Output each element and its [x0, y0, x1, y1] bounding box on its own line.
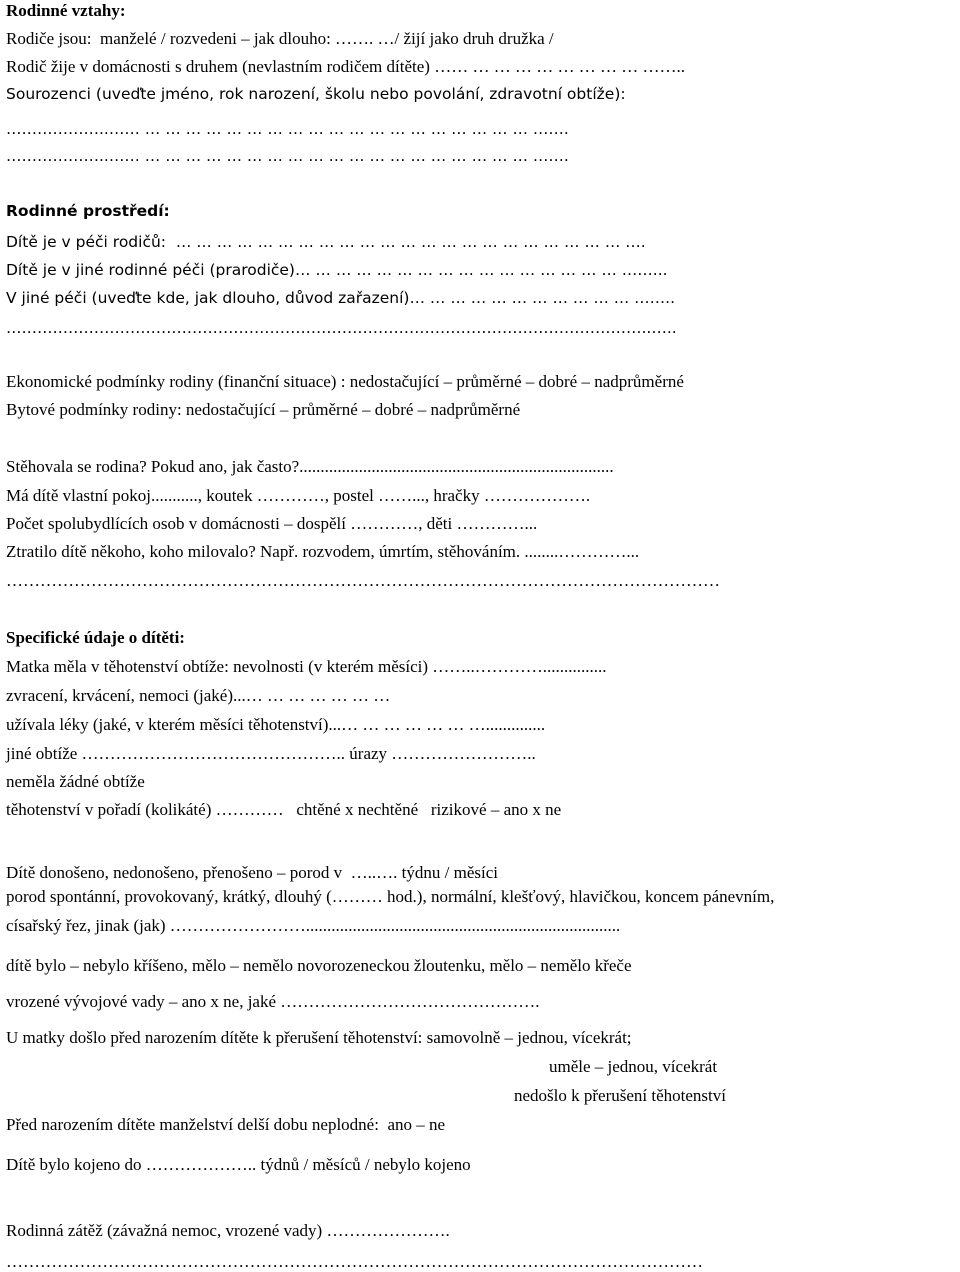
pregnancy-issues-line: Matka měla v těhotenství obtíže: nevolnosti (v kterém měsíci) ……..…………...............	[6, 657, 607, 676]
other-issues-line: jiné obtíže ……………………………………….. úrazy ……………………..	[6, 744, 536, 763]
family-burden-line: Rodinná zátěž (závažná nemoc, vrozené vady) ………………….	[6, 1221, 450, 1240]
birth-type-line: porod spontánní, provokovaný, krátký, dlouhý (……… hod.), normální, klešťový, hlavičkou, koncem pánevním,	[6, 887, 775, 906]
pregnancy-order-line: těhotenství v pořadí (kolikáté) ………… chtěné x nechtěné rizikové – ano x ne	[6, 800, 562, 819]
foster-care-line: Dítě je v jiné rodinné péči (prarodiče)… … … … … … … … … … … … … … … … ……...	[6, 261, 668, 279]
termination-none-line: nedošlo k přerušení těhotenství	[514, 1086, 726, 1105]
siblings-fill-line: ………………..…… … … … … … … … … … … … … … … … … … … … …….	[6, 120, 569, 138]
no-issues-line: neměla žádné obtíže	[6, 772, 145, 791]
housing-conditions-line: Bytové podmínky rodiny: nedostačující – průměrné – dobré – nadprůměrné	[6, 400, 521, 419]
medication-line: užívala léky (jaké, v kterém měsíci těhotenství)...… … … … … … …..............	[6, 715, 546, 734]
parent-partner-line: Rodič žije v domácnosti s druhem (nevlastním rodičem dítěte) …… … … … … … … … … ……..	[6, 57, 685, 76]
economic-conditions-line: Ekonomické podmínky rodiny (finanční situace) : nedostačující – průměrné – dobré – nadprůměrné	[6, 372, 684, 391]
infertility-line: Před narozením dítěte manželství delší dobu neplodné: ano – ne	[6, 1115, 446, 1134]
section-heading-child: Specifické údaje o dítěti:	[6, 628, 185, 647]
loss-fill-line: ………………………………………………………………………………………………………………	[6, 571, 720, 590]
congenital-defects-line: vrozené vývojové vady – ano x ne, jaké ……………………………………….	[6, 992, 540, 1011]
termination-line: U matky došlo před narozením dítěte k přerušení těhotenství: samovolně – jednou, vícekrát;	[6, 1028, 632, 1047]
loss-line: Ztratilo dítě někoho, koho milovalo? Např. rozvodem, úmrtím, stěhováním. ........…………...	[6, 542, 640, 561]
cesarean-line: císařský řez, jinak (jak) ……………………..........................................................................	[6, 916, 621, 935]
moving-line: Stěhovala se rodina? Pokud ano, jak často?..........................................................................	[6, 457, 614, 476]
siblings-fill-line: ………………..…… … … … … … … … … … … … … … … … … … … … …….	[6, 147, 569, 165]
household-members-line: Počet spolubydlících osob v domácnosti – dospělí …………, děti …………...	[6, 514, 538, 533]
resuscitation-line: dítě bylo – nebylo kříšeno, mělo – nemělo novorozeneckou žloutenku, mělo – nemělo křeče	[6, 956, 632, 975]
breastfed-line: Dítě bylo kojeno do ……………….. týdnů / měsíců / nebylo kojeno	[6, 1155, 471, 1174]
other-care-fill-line: ……………………………………………………………………………………………………………..…..	[6, 319, 677, 337]
own-room-line: Má dítě vlastní pokoj..........., koutek …………, postel ……..., hračky ……………….	[6, 486, 591, 505]
section-heading-environment: Rodinné prostředí:	[6, 202, 170, 220]
termination-artificial-line: uměle – jednou, vícekrát	[549, 1057, 718, 1076]
section-heading-family: Rodinné vztahy:	[6, 1, 126, 20]
siblings-line: Sourozenci (uveďte jméno, rok narození, školu nebo povolání, zdravotní obtíže):	[6, 85, 626, 103]
parents-status-line: Rodiče jsou: manželé / rozvedeni – jak dlouho: ……. …/ žijí jako druh družka /	[6, 29, 554, 48]
term-line: Dítě donošeno, nedonošeno, přenošeno – porod v …..…. týdnu / měsíci	[6, 863, 498, 882]
other-care-line: V jiné péči (uveďte kde, jak dlouho, důvod zařazení)… … … … … … … … … … … ……..	[6, 289, 676, 307]
family-burden-fill-line: ……………………………………………………………………………………………………………	[6, 1252, 703, 1271]
vomiting-line: zvracení, krvácení, nemoci (jaké)...… … … … … … …	[6, 686, 391, 705]
parents-care-line: Dítě je v péči rodičů: … … … … … … … … … … … … … … … … … … … … … … ….	[6, 233, 646, 251]
